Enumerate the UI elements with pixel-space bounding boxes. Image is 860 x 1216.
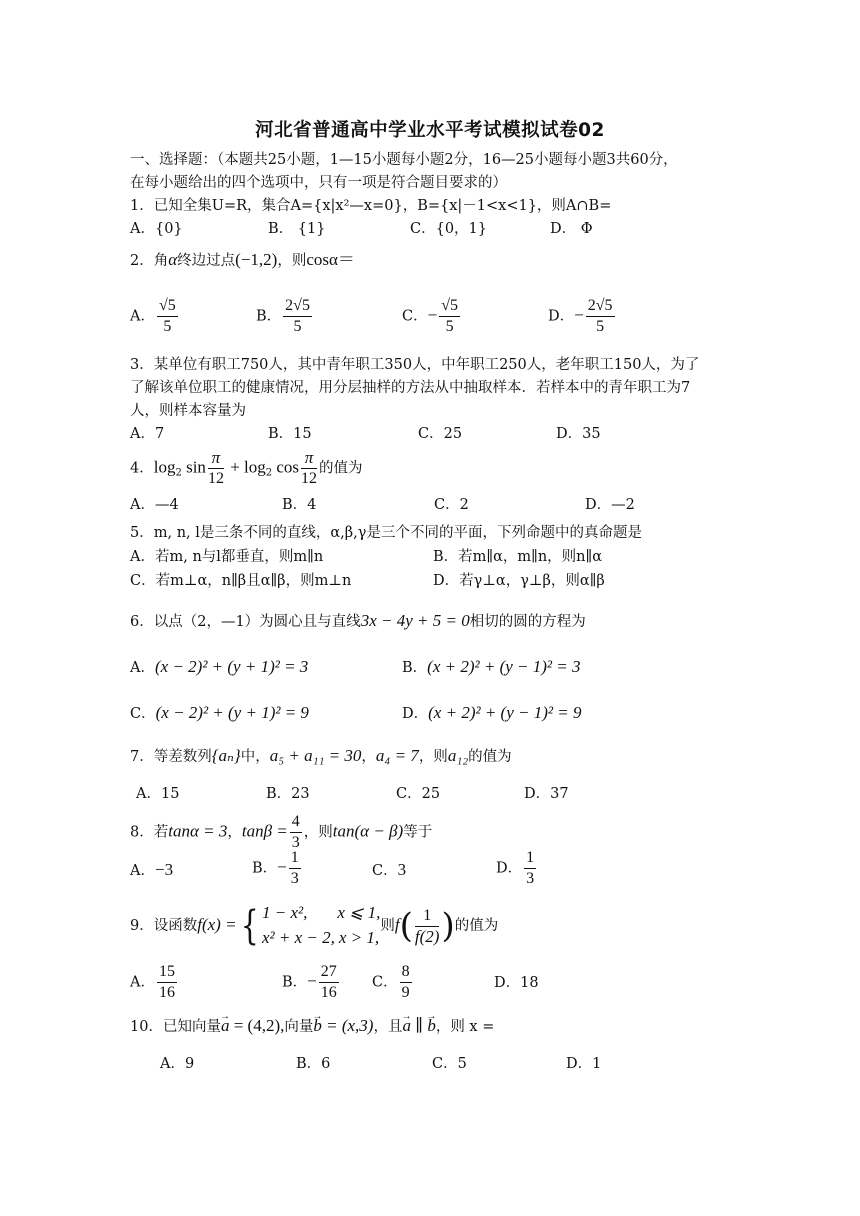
q10-option-d: D．1 xyxy=(566,1056,602,1072)
q4-fraction-1 xyxy=(208,448,224,489)
q10-stem xyxy=(130,1016,494,1037)
q8-stem-text: 8．若 xyxy=(130,824,169,841)
q4-option-d: D．—2 xyxy=(585,497,635,513)
q10-tail: ，则 x = xyxy=(435,1019,495,1035)
q2-d-sign: − xyxy=(574,305,584,325)
q3-line2: 了解该单位职工的健康情况，用分层抽样的方法从中抽取样本．若样本中的青年职工为7 xyxy=(130,380,691,396)
q10-cond-pre: ，且 xyxy=(373,1019,403,1035)
q5-option-d: D．若γ⊥α，γ⊥β，则α∥β xyxy=(433,573,605,589)
q9-f: f xyxy=(394,915,400,934)
q2-cos: cosα＝ xyxy=(306,250,355,269)
q8-b-fraction xyxy=(289,848,301,889)
q8-c-value: 3 xyxy=(397,860,407,879)
q6-stem-text: 6．以点（2，—1）为圆心且与直线 xyxy=(130,614,361,630)
q10-vector-a-2: → a xyxy=(402,1016,411,1036)
q8-option-a xyxy=(130,860,173,881)
q2-a-num: √5 xyxy=(157,296,178,317)
q6-line-equation: 3x − 4y + 5 = 0 xyxy=(360,611,470,630)
q7-tail: 的值为 xyxy=(468,749,512,765)
q6-d-label: D． xyxy=(402,706,429,722)
q8-option-b xyxy=(252,848,303,889)
q9-inner-fraction xyxy=(415,906,440,947)
q10-vector-b-2: → b xyxy=(427,1016,436,1036)
q7-stem-mid: 中， xyxy=(240,749,270,765)
q8-stem-mid: ，则 xyxy=(303,824,333,841)
q2-stem-text: 2．角 xyxy=(130,253,169,269)
q4-fraction-2 xyxy=(301,448,317,489)
q5-option-a: A．若m, n与l都垂直，则m∥n xyxy=(130,549,324,565)
section-heading-line2: 在每小题给出的四个选项中，只有一项是符合题目要求的） xyxy=(130,175,507,191)
q2-b-fraction xyxy=(283,296,312,337)
q6-option-c xyxy=(130,703,309,724)
q2-c-num: √5 xyxy=(439,296,460,317)
q9-brace: { xyxy=(240,903,259,949)
exam-title: 河北省普通高中学业水平考试模拟试卷02 xyxy=(255,120,605,141)
q9-b-label: B． xyxy=(282,974,308,991)
q4-sin: sin xyxy=(181,457,206,477)
q9-then: 则 xyxy=(380,918,395,934)
q4-cos: cos xyxy=(272,457,300,477)
q7-comma: ， xyxy=(361,749,376,765)
q4-option-a: A．—4 xyxy=(130,497,179,513)
q6-b-equation: (x + 2)² + (y − 1)² = 3 xyxy=(427,657,581,676)
q3-option-b: B．15 xyxy=(268,426,312,442)
q7-condition-2: a₄ = 7 xyxy=(375,746,419,765)
q6-c-equation: (x − 2)² + (y + 1)² = 9 xyxy=(155,703,309,722)
q4-twelve-2: 12 xyxy=(301,470,318,487)
q10-mid: 向量 xyxy=(284,1019,314,1035)
q10-vector-a: → a xyxy=(221,1016,230,1036)
q8-c-label: C． xyxy=(372,863,398,879)
q10-parallel: ∥ xyxy=(410,1016,428,1035)
q4-option-b: B．4 xyxy=(282,497,317,513)
q2-stem-text-3: ，则 xyxy=(277,253,307,269)
q6-option-d xyxy=(402,703,581,724)
q10-b-value: = (x,3) xyxy=(321,1016,374,1035)
q7-sequence: {aₙ} xyxy=(211,746,241,765)
q7-target: a₁₂ xyxy=(447,746,469,765)
q8-b-sign: − xyxy=(277,857,287,877)
q4-option-c: C．2 xyxy=(434,497,469,513)
q1-stem: 1．已知全集U=R，集合A={x|x²—x=0}，B={x|－1<x<1}，则A∩B= xyxy=(130,198,612,214)
q9-c-label: C． xyxy=(372,974,398,991)
q6-stem xyxy=(130,611,586,632)
q2-option-a xyxy=(130,296,180,337)
q9-case-2: x² + x − 2, xyxy=(262,928,335,947)
q8-comma: ， xyxy=(227,824,242,841)
q4-twelve-1: 12 xyxy=(207,470,224,487)
q5-option-b: B．若m∥α，m∥n，则n∥α xyxy=(433,549,603,565)
q6-c-label: C． xyxy=(130,706,156,722)
q8-fraction xyxy=(290,812,302,853)
q8-den: 3 xyxy=(291,834,300,851)
q8-d-fraction xyxy=(524,848,536,889)
q2-c-label: C． xyxy=(402,308,428,325)
q4-base-2: 2 xyxy=(265,467,273,479)
q5-stem: 5．m, n, l是三条不同的直线，α,β,γ是三个不同的平面，下列命题中的真命题是 xyxy=(130,525,642,541)
q5-option-c: C．若m⊥α，n∥β且α∥β，则m⊥n xyxy=(130,573,352,589)
q9-cases xyxy=(262,901,380,951)
q8-tan-alpha: tanα = 3 xyxy=(168,821,228,841)
q9-left-paren: ( xyxy=(399,906,413,946)
q1-option-d: D． Φ xyxy=(550,221,593,237)
q7-option-c: C．25 xyxy=(396,786,441,802)
q2-c-fraction xyxy=(439,296,460,337)
q8-option-d xyxy=(496,848,538,889)
q9-b-num: 27 xyxy=(319,962,339,983)
q2-point: (−1,2) xyxy=(235,250,278,269)
q9-b-fraction xyxy=(319,962,339,1003)
q2-option-d xyxy=(548,296,617,337)
q7-option-a: A．15 xyxy=(136,786,180,802)
q8-option-c xyxy=(372,860,406,881)
q4-plus-log: + log xyxy=(225,457,266,477)
q3-option-c: C．25 xyxy=(418,426,463,442)
q9-option-b xyxy=(282,962,341,1003)
q2-a-label: A． xyxy=(130,308,155,325)
q8-tail: 等于 xyxy=(403,824,433,841)
q2-b-num: 2√5 xyxy=(283,296,312,317)
q2-option-c xyxy=(402,296,462,337)
q4-pi-2: π xyxy=(301,448,317,469)
q9-function: f(x) = xyxy=(197,915,237,934)
q9-inner-den: f(2) xyxy=(414,926,440,946)
q9-condition-2: x > 1, xyxy=(338,928,380,947)
q10-option-a: A．9 xyxy=(160,1056,195,1072)
q9-a-fraction xyxy=(157,962,177,1003)
q7-stem-post: ，则 xyxy=(418,749,448,765)
q4-stem xyxy=(130,448,363,489)
q8-a-value: −3 xyxy=(154,860,174,879)
section-heading-line1: 一、选择题：（本题共25小题，1—15小题每小题2分，16—25小题每小题3共60分， xyxy=(130,152,678,168)
q8-b-label: B． xyxy=(252,860,278,877)
q8-d-num: 1 xyxy=(524,848,536,869)
q8-stem xyxy=(130,812,432,853)
q8-num: 4 xyxy=(290,812,302,833)
q8-b-den: 3 xyxy=(290,870,299,887)
q9-stem-text: 9．设函数 xyxy=(130,918,198,934)
q7-stem-text: 7．等差数列 xyxy=(130,749,212,765)
q9-right-paren: ) xyxy=(441,906,455,946)
q2-c-sign: − xyxy=(427,305,438,325)
q6-option-a xyxy=(130,657,308,678)
q10-vector-b: → b xyxy=(313,1016,322,1036)
q4-number: 4． xyxy=(130,460,154,477)
q1-option-a: A．{0} xyxy=(130,221,183,237)
q6-a-equation: (x − 2)² + (y + 1)² = 3 xyxy=(154,657,309,676)
q8-d-label: D． xyxy=(496,860,523,877)
q6-b-label: B． xyxy=(402,660,428,676)
q9-tail: 的值为 xyxy=(454,918,499,934)
q2-d-fraction xyxy=(586,296,615,337)
q2-b-label: B． xyxy=(256,308,282,325)
q4-base-1: 2 xyxy=(175,467,182,479)
q6-option-b xyxy=(402,657,580,678)
q4-tail: 的值为 xyxy=(319,460,363,477)
q4-pi-1: π xyxy=(208,448,224,469)
q9-a-label: A． xyxy=(130,974,155,991)
q2-alpha: α xyxy=(168,250,178,269)
q9-b-den: 16 xyxy=(320,984,337,1001)
q9-a-num: 15 xyxy=(157,962,177,983)
q10-option-c: C．5 xyxy=(432,1056,467,1072)
q7-option-d: D．37 xyxy=(524,786,569,802)
q8-expression: tan(α − β) xyxy=(332,821,404,841)
q2-stem xyxy=(130,250,355,271)
q9-case-1: 1 − x², xyxy=(262,903,308,922)
q4-log-1: log xyxy=(153,457,176,477)
q2-c-den: 5 xyxy=(445,318,454,335)
q3-line3: 人，则样本容量为 xyxy=(130,403,246,419)
q1-option-b: B． {1} xyxy=(268,221,326,237)
q9-a-den: 16 xyxy=(158,984,175,1001)
q9-b-sign: − xyxy=(307,971,317,991)
q8-b-num: 1 xyxy=(289,848,301,869)
q7-stem xyxy=(130,746,512,767)
q10-stem-text: 10．已知向量 xyxy=(130,1019,221,1035)
q6-stem-tail: 相切的圆的方程为 xyxy=(469,614,586,630)
q9-option-d: D．18 xyxy=(494,975,539,991)
q2-d-den: 5 xyxy=(596,318,605,335)
q9-inner-num: 1 xyxy=(415,906,440,927)
q7-option-b: B．23 xyxy=(266,786,310,802)
q1-option-c: C．{0，1} xyxy=(410,221,487,237)
q9-c-den: 9 xyxy=(401,984,410,1001)
q2-d-label: D． xyxy=(548,308,575,325)
q3-option-a: A．7 xyxy=(130,426,165,442)
q2-stem-text-2: 终边过点 xyxy=(177,253,236,269)
q2-a-den: 5 xyxy=(163,318,172,335)
q9-condition-1: x ⩽ 1, xyxy=(337,903,381,922)
q2-a-fraction xyxy=(157,296,178,337)
q2-option-b xyxy=(256,296,314,337)
q8-a-label: A． xyxy=(130,863,155,879)
q9-c-num: 8 xyxy=(400,962,412,983)
q10-a-value: = (4,2), xyxy=(229,1016,285,1035)
q10-option-b: B．6 xyxy=(296,1056,331,1072)
q8-tan-beta: tanβ = xyxy=(241,821,288,841)
q2-d-num: 2√5 xyxy=(586,296,615,317)
q3-line1: 3．某单位有职工750人，其中青年职工350人，中年职工250人，老年职工150人，为了 xyxy=(130,357,700,373)
q3-option-d: D．35 xyxy=(556,426,601,442)
q9-stem xyxy=(130,900,498,951)
q2-b-den: 5 xyxy=(293,318,302,335)
q9-option-a xyxy=(130,962,179,1003)
q9-option-c xyxy=(372,962,414,1003)
q9-c-fraction xyxy=(400,962,412,1003)
q6-d-equation: (x + 2)² + (y − 1)² = 9 xyxy=(428,703,582,722)
q6-a-label: A． xyxy=(130,660,155,676)
q7-condition-1: a₅ + a₁₁ = 30 xyxy=(269,746,362,765)
q8-d-den: 3 xyxy=(526,870,535,887)
